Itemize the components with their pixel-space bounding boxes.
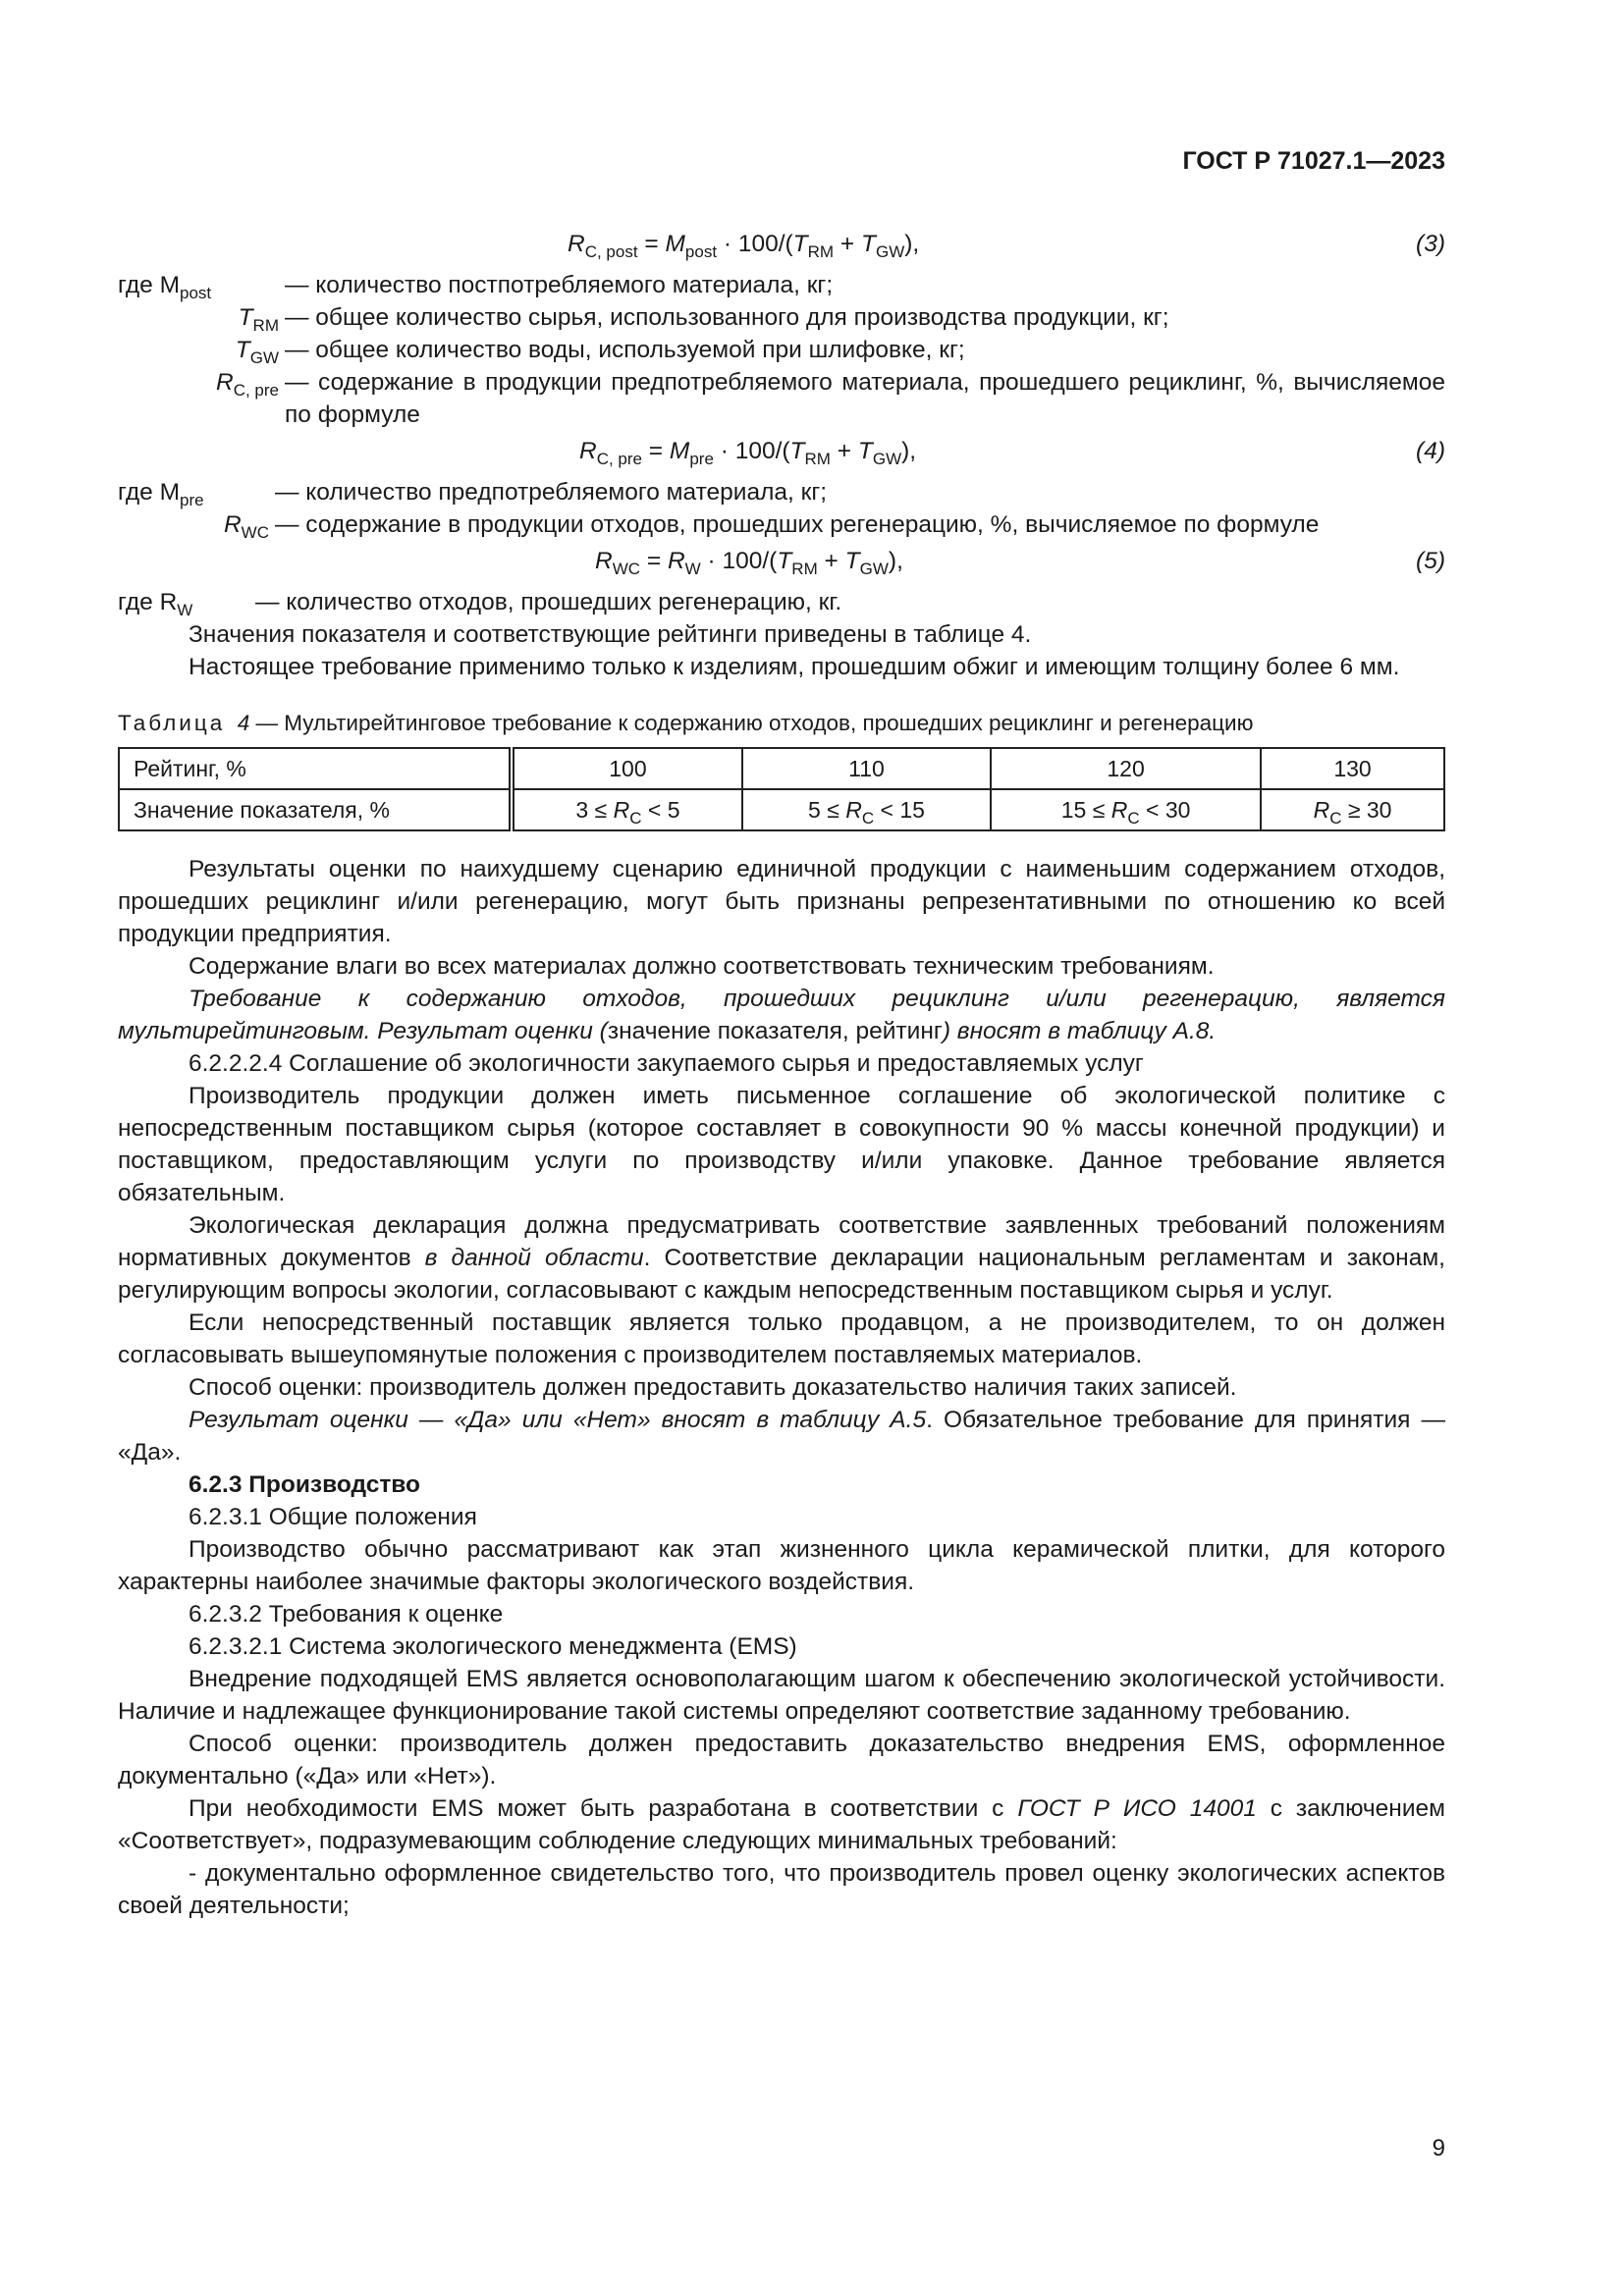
paragraph: Если непосредственный поставщик является только продавцом, а не производителем, то он должен согласовывать вышеупомянутые положения с производителем поставляемых материалов. [118, 1309, 1445, 1368]
paragraph: Требование к содержанию отходов, прошедших рециклинг и/или регенерацию, является мультирейтинговым. Результат оценки (значение показателя, рейтинг) вносят в таблицу А.8. [118, 986, 1445, 1044]
formula-4-number: (4) [1416, 438, 1445, 464]
definition-term: $T_{RM}$ [238, 304, 279, 335]
definition-row [118, 301, 1445, 334]
table-row [119, 789, 1444, 830]
paragraph: Содержание влаги во всех материалах должно соответствовать техническим требованиям. [189, 953, 1215, 980]
paragraph: Способ оценки: производитель должен предоставить доказательство наличия таких записей. [189, 1374, 1237, 1401]
formula-5-expression: $R_{WC} = R_W \cdot 100/(T_{RM} + T_{GW})$, [595, 548, 903, 578]
formula-3-number: (3) [1416, 231, 1445, 257]
definition-row [118, 586, 1445, 618]
paragraph: Настоящее требование применимо только к изделиям, прошедшим обжиг и имеющим толщину более 6 мм. [189, 654, 1400, 680]
paragraph: Экологическая декларация должна предусматривать соответствие заявленных требований положениям нормативных документов в данной области. Соответствие декларации национальным регламентам и законам, регулирующим вопросы экологии, согласовывают с каждым непосредственным поставщиком сырья и услуг. [118, 1212, 1445, 1304]
definition-row [118, 269, 1445, 301]
table-cell: $3 \le R_C < 5$ [512, 789, 742, 830]
page-number: 9 [1432, 2135, 1445, 2162]
formula-4 [118, 431, 1445, 476]
paragraph: Результаты оценки по наихудшему сценарию единичной продукции с наименьшим содержанием отходов, прошедших рециклинг и/или регенерацию, могут быть признаны репрезентативными по отношению ко всей продукции предприятия. [118, 856, 1445, 947]
definition-row [118, 508, 1445, 541]
definition-text: — содержание в продукции предпотребляемого материала, прошедшего рециклинг, %, вычисляемое по формуле [285, 369, 1445, 428]
paragraph: Производитель продукции должен иметь письменное соглашение об экологической политике с непосредственным поставщиком сырья (которое составляет в совокупности 90 % массы конечной продукции) и поставщиком, предоставляющим услуги по производству и/или упаковке. Данное требование является обязательным. [118, 1083, 1445, 1206]
clause-heading: 6.2.3.2 Требования к оценке [189, 1601, 504, 1628]
table-cell: $15 \le R_C < 30$ [991, 789, 1261, 830]
formula-3 [118, 224, 1445, 269]
list-item: - документально оформленное свидетельство того, что производитель провел оценку экологических аспектов своей деятельности; [118, 1860, 1445, 1919]
formula-5-number: (5) [1416, 548, 1445, 574]
paragraph: Значения показателя и соответствующие рейтинги приведены в таблице 4. [189, 621, 1032, 648]
clause-heading: 6.2.2.2.4 Соглашение об экологичности закупаемого сырья и предоставляемых услуг [189, 1050, 1144, 1077]
definition-term: $R_{C, pre}$ [216, 369, 279, 400]
table-row [119, 748, 1444, 789]
definition-text: — содержание в продукции отходов, прошедших регенерацию, %, вычисляемое по формуле [275, 511, 1320, 538]
paragraph: Результат оценки — «Да» или «Нет» вносят в таблицу А.5. Обязательное требование для принятия — «Да». [118, 1407, 1445, 1466]
definition-term: где $M_{pre}$ [118, 479, 204, 509]
paragraph: Внедрение подходящей EMS является основополагающим шагом к обеспечению экологической устойчивости. Наличие и надлежащее функционирование такой системы определяют соответствие заданному требованию. [118, 1666, 1445, 1725]
formula-5 [118, 541, 1445, 586]
table-cell: 100 [512, 748, 742, 789]
clause-heading: 6.2.3.1 Общие положения [189, 1504, 477, 1530]
paragraph: Способ оценки: производитель должен предоставить доказательство внедрения EMS, оформленное документально («Да» или «Нет»). [118, 1731, 1445, 1789]
definition-row [118, 476, 1445, 508]
definition-text: — общее количество воды, используемой при шлифовке, кг; [285, 337, 965, 363]
definition-term: где $R_W$ [118, 589, 193, 619]
definition-row [118, 334, 1445, 366]
page-content [118, 224, 1445, 1922]
table-cell: 130 [1261, 748, 1444, 789]
definition-term: $T_{GW}$ [235, 337, 279, 367]
table-caption: Таблица 4 — Мультирейтинговое требование к содержанию отходов, прошедших рециклинг и регенерацию [118, 711, 1254, 735]
table-cell: 120 [991, 748, 1261, 789]
table-cell: $5 \le R_C < 15$ [742, 789, 991, 830]
table-cell-label: Значение показателя, % [119, 789, 512, 830]
table-cell-label: Рейтинг, % [119, 748, 512, 789]
definition-text: — общее количество сырья, использованного для производства продукции, кг; [285, 304, 1169, 331]
rating-table [118, 747, 1445, 831]
table-cell: 110 [742, 748, 991, 789]
definition-term: $R_{WC}$ [223, 511, 269, 542]
section-heading: 6.2.3 Производство [189, 1471, 421, 1498]
definition-text: — количество отходов, прошедших регенерацию, кг. [255, 589, 842, 615]
paragraph: Производство обычно рассматривают как этап жизненного цикла керамической плитки, для которого характерны наиболее значимые факторы экологического воздействия. [118, 1536, 1445, 1595]
definition-text: — количество предпотребляемого материала, кг; [275, 479, 828, 506]
definition-text: — количество постпотребляемого материала, кг; [285, 272, 834, 298]
definition-row [118, 366, 1445, 431]
document-id: ГОСТ Р 71027.1—2023 [1182, 147, 1445, 175]
definition-term: где $M_{post}$ [118, 272, 212, 302]
table-cell: $R_C \ge 30$ [1261, 789, 1444, 830]
formula-4-expression: $R_{C, pre} = M_{pre} \cdot 100/(T_{RM} + T_{GW})$, [579, 438, 917, 468]
clause-heading: 6.2.3.2.1 Система экологического менеджмента (EMS) [189, 1633, 797, 1660]
formula-3-expression: $R_{C, post} = M_{post} \cdot 100/(T_{RM} + T_{GW})$, [568, 231, 920, 261]
paragraph: При необходимости EMS может быть разработана в соответствии с ГОСТ Р ИСО 14001 с заключением «Соответствует», подразумевающим соблюдение следующих минимальных требований: [118, 1795, 1445, 1854]
